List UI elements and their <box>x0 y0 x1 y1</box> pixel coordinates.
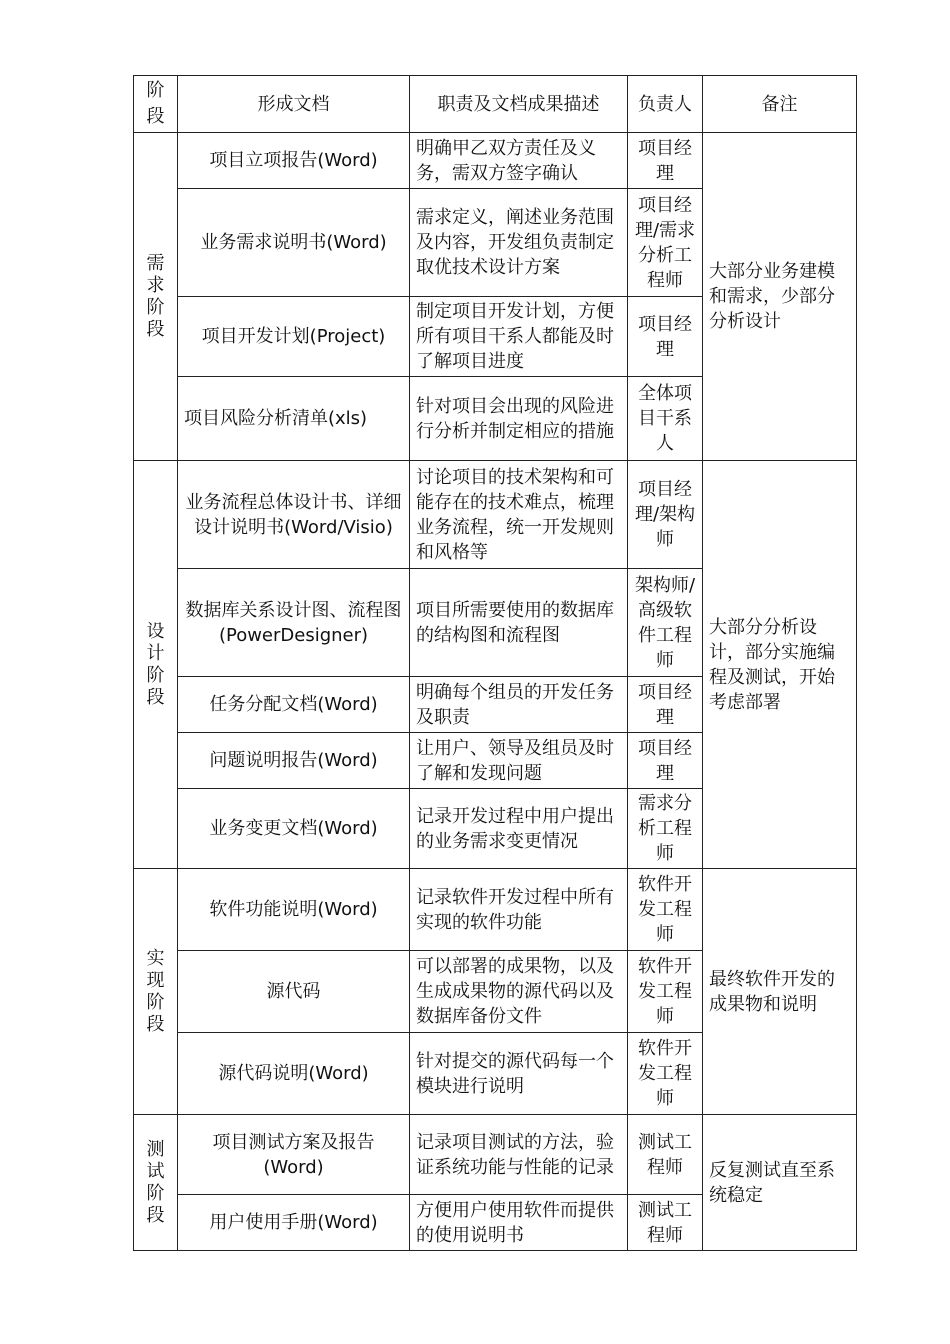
note-cell-implementation: 最终软件开发的成果物和说明 <box>703 869 857 1115</box>
description-cell: 针对项目会出现的风险进行分析并制定相应的措施 <box>410 377 628 461</box>
description-cell: 记录开发过程中用户提出的业务需求变更情况 <box>410 789 628 869</box>
owner-cell: 全体项目干系人 <box>628 377 703 461</box>
table-row <box>134 133 857 189</box>
document-cell: 项目测试方案及报告(Word) <box>178 1115 410 1195</box>
note-cell-design: 大部分分析设计，部分实施编程及测试，开始考虑部署 <box>703 461 857 869</box>
document-cell: 任务分配文档(Word) <box>178 677 410 733</box>
owner-cell: 软件开发工程师 <box>628 869 703 951</box>
owner-cell: 需求分析工程师 <box>628 789 703 869</box>
owner-cell: 测试工程师 <box>628 1115 703 1195</box>
owner-cell: 架构师/高级软件工程师 <box>628 569 703 677</box>
document-cell: 业务变更文档(Word) <box>178 789 410 869</box>
document-cell: 源代码 <box>178 951 410 1033</box>
document-cell: 数据库关系设计图、流程图(PowerDesigner) <box>178 569 410 677</box>
description-cell: 让用户、领导及组员及时了解和发现问题 <box>410 733 628 789</box>
owner-cell: 项目经理 <box>628 677 703 733</box>
table-row <box>134 1115 857 1195</box>
owner-cell: 项目经理 <box>628 733 703 789</box>
stage-cell-requirements: 需求阶段 <box>134 133 178 461</box>
owner-cell: 项目经理/需求分析工程师 <box>628 189 703 297</box>
owner-cell: 项目经理 <box>628 133 703 189</box>
document-cell: 用户使用手册(Word) <box>178 1195 410 1251</box>
description-cell: 项目所需要使用的数据库的结构图和流程图 <box>410 569 628 677</box>
document-cell: 软件功能说明(Word) <box>178 869 410 951</box>
description-cell: 记录项目测试的方法，验证系统功能与性能的记录 <box>410 1115 628 1195</box>
owner-cell: 软件开发工程师 <box>628 951 703 1033</box>
document-cell: 项目开发计划(Project) <box>178 297 410 377</box>
owner-cell: 项目经理/架构师 <box>628 461 703 569</box>
header-owner: 负责人 <box>628 76 703 133</box>
description-cell: 需求定义，阐述业务范围及内容，开发组负责制定取优技术设计方案 <box>410 189 628 297</box>
table-header-row <box>134 76 857 133</box>
header-stage: 阶段 <box>134 76 178 133</box>
description-cell: 方便用户使用软件而提供的使用说明书 <box>410 1195 628 1251</box>
stage-cell-design: 设计阶段 <box>134 461 178 869</box>
note-cell-requirements: 大部分业务建模和需求，少部分分析设计 <box>703 133 857 461</box>
description-cell: 记录软件开发过程中所有实现的软件功能 <box>410 869 628 951</box>
owner-cell: 软件开发工程师 <box>628 1033 703 1115</box>
owner-cell: 测试工程师 <box>628 1195 703 1251</box>
description-cell: 讨论项目的技术架构和可能存在的技术难点，梳理业务流程，统一开发规则和风格等 <box>410 461 628 569</box>
description-cell: 明确甲乙双方责任及义务，需双方签字确认 <box>410 133 628 189</box>
header-document: 形成文档 <box>178 76 410 133</box>
stage-cell-implementation: 实现阶段 <box>134 869 178 1115</box>
header-note: 备注 <box>703 76 857 133</box>
description-cell: 可以部署的成果物，以及生成成果物的源代码以及数据库备份文件 <box>410 951 628 1033</box>
table-row <box>134 461 857 569</box>
document-cell: 项目风险分析清单(xls) <box>178 377 410 461</box>
owner-cell: 项目经理 <box>628 297 703 377</box>
document-cell: 业务流程总体设计书、详细设计说明书(Word/Visio) <box>178 461 410 569</box>
description-cell: 制定项目开发计划，方便所有项目干系人都能及时了解项目进度 <box>410 297 628 377</box>
document-cell: 源代码说明(Word) <box>178 1033 410 1115</box>
document-cell: 业务需求说明书(Word) <box>178 189 410 297</box>
document-cell: 问题说明报告(Word) <box>178 733 410 789</box>
table-row <box>134 869 857 951</box>
description-cell: 明确每个组员的开发任务及职责 <box>410 677 628 733</box>
note-cell-testing: 反复测试直至系统稳定 <box>703 1115 857 1251</box>
document-table <box>133 75 857 1251</box>
header-description: 职责及文档成果描述 <box>410 76 628 133</box>
document-cell: 项目立项报告(Word) <box>178 133 410 189</box>
description-cell: 针对提交的源代码每一个模块进行说明 <box>410 1033 628 1115</box>
stage-cell-testing: 测试阶段 <box>134 1115 178 1251</box>
